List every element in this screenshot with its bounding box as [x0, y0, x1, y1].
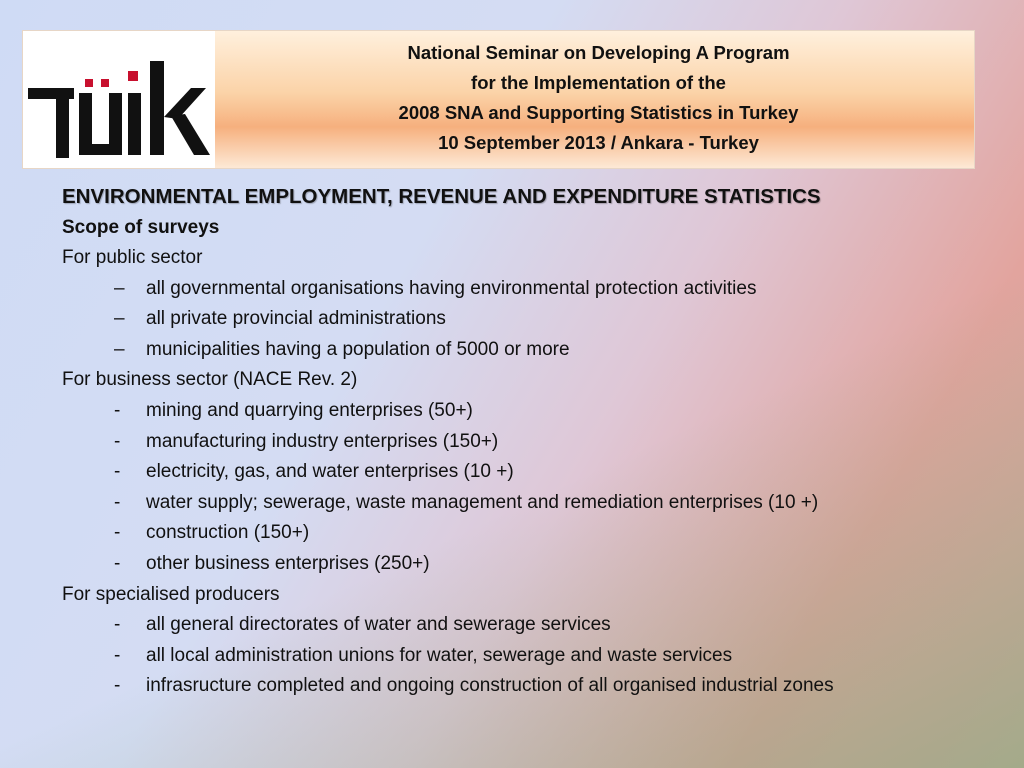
list-item: [62, 488, 1002, 519]
list-item: [62, 641, 1002, 672]
list-item: [62, 304, 1002, 335]
bullet-dash: -: [114, 614, 121, 636]
bullet-dash: –: [114, 277, 125, 299]
bullet-dash: -: [114, 491, 121, 513]
header-banner: [22, 30, 975, 169]
list-item: [62, 335, 1002, 366]
bullet-dash: -: [114, 644, 121, 666]
bullet-dash: –: [114, 308, 125, 330]
list-item-text: water supply; sewerage, waste management and remediation enterprises (10 +): [146, 491, 819, 513]
list-item-text: construction (150+): [146, 522, 310, 544]
bullet-dash: -: [114, 430, 121, 452]
list-item-text: manufacturing industry enterprises (150+): [146, 430, 499, 452]
slide-heading: ENVIRONMENTAL EMPLOYMENT, REVENUE AND EXPENDITURE STATISTICS: [62, 185, 821, 208]
seminar-title-line-3: 2008 SNA and Supporting Statistics in Turkey: [398, 102, 799, 123]
section-label-public: For public sector: [62, 247, 203, 268]
section-label-specialised: For specialised producers: [62, 583, 280, 605]
tuik-logo: [23, 31, 215, 168]
list-item-text: municipalities having a population of 5000 or more: [146, 338, 570, 360]
bullet-dash: -: [114, 461, 121, 483]
seminar-title-line-1: National Seminar on Developing A Program: [407, 42, 790, 63]
list-item: [62, 274, 1002, 305]
bullet-dash: -: [114, 552, 121, 574]
section-label-business: For business sector (NACE Rev. 2): [62, 369, 358, 391]
list-item-text: all general directorates of water and sewerage services: [146, 614, 611, 636]
list-item: [62, 549, 1002, 580]
list-item-text: all local administration unions for water, sewerage and waste services: [146, 644, 733, 666]
tuik-logo-mark: [23, 31, 215, 168]
list-item-text: electricity, gas, and water enterprises (10 +): [146, 461, 514, 483]
slide-content: [62, 182, 1002, 698]
list-item: [62, 396, 1002, 427]
list-item: [62, 457, 1002, 488]
list-item: [62, 427, 1002, 458]
list-item: [62, 518, 1002, 549]
seminar-title-line-4: 10 September 2013 / Ankara - Turkey: [438, 132, 759, 153]
list-item: [62, 610, 1002, 641]
seminar-title: [223, 38, 974, 158]
list-item-text: mining and quarrying enterprises (50+): [146, 399, 473, 421]
bullet-dash: -: [114, 522, 121, 544]
list-item-text: all private provincial administrations: [146, 308, 446, 330]
list-item-text: infrasructure completed and ongoing construction of all organised industrial zones: [146, 675, 834, 697]
list-item-text: all governmental organisations having environmental protection activities: [146, 277, 757, 299]
bullet-dash: –: [114, 338, 125, 360]
slide-subheading: Scope of surveys: [62, 217, 220, 238]
list-item-text: other business enterprises (250+): [146, 552, 430, 574]
bullet-dash: -: [114, 399, 121, 421]
list-item: [62, 671, 1002, 698]
seminar-title-line-2: for the Implementation of the: [471, 72, 726, 93]
bullet-dash: -: [114, 675, 121, 697]
